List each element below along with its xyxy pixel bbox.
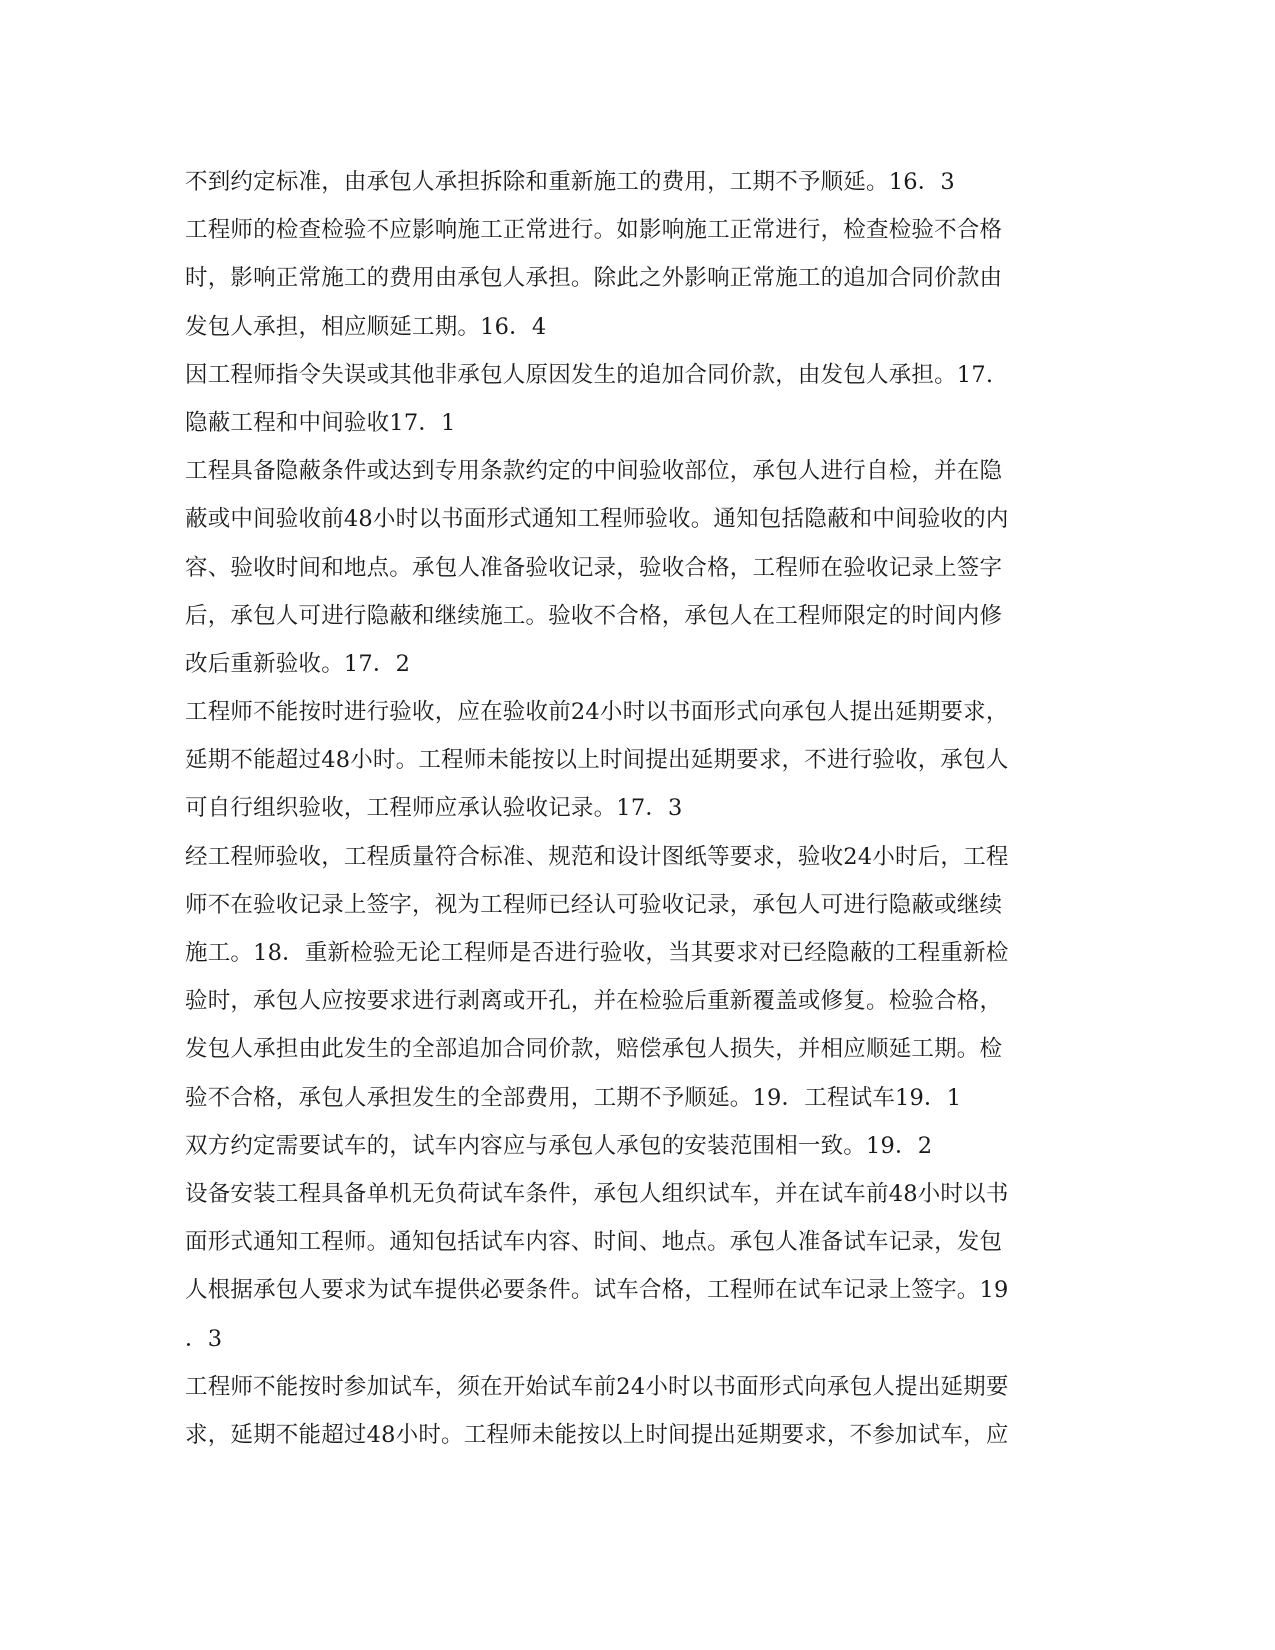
text-line: 发包人承担，相应顺延工期。16．4 xyxy=(185,313,547,340)
text-line: 面形式通知工程师。通知包括试车内容、时间、地点。承包人准备试车记录，发包 xyxy=(185,1229,1003,1256)
text-line: 验时，承包人应按要求进行剥离或开孔，并在检验后重新覆盖或修复。检验合格， xyxy=(185,988,1003,1015)
text-line: 不到约定标准，由承包人承担拆除和重新施工的费用，工期不予顺延。16．3 xyxy=(185,169,955,195)
text-line: 蔽或中间验收前48小时以书面形式通知工程师验收。通知包括隐蔽和中间验收的内 xyxy=(185,506,1009,533)
text-line: 隐蔽工程和中间验收17．1 xyxy=(185,409,456,436)
text-line: 求，延期不能超过48小时。工程师未能按以上时间提出延期要求，不参加试车，应 xyxy=(185,1421,1009,1448)
text-line: 时，影响正常施工的费用由承包人承担。除此之外影响正常施工的追加合同价款由 xyxy=(185,265,1003,292)
text-line: 师不在验收记录上签字，视为工程师已经认可验收记录，承包人可进行隐蔽或继续 xyxy=(185,891,1003,918)
text-line: 工程师不能按时参加试车，须在开始试车前24小时以书面形式向承包人提出延期要 xyxy=(185,1373,1009,1400)
text-line: 发包人承担由此发生的全部追加合同价款，赔偿承包人损失，并相应顺延工期。检 xyxy=(185,1036,1003,1063)
text-line: 容、验收时间和地点。承包人准备验收记录，验收合格，工程师在验收记录上签字 xyxy=(185,554,1003,581)
text-line: 人根据承包人要求为试车提供必要条件。试车合格，工程师在试车记录上签字。19 xyxy=(185,1277,1009,1304)
text-line: 验不合格，承包人承担发生的全部费用，工期不予顺延。19．工程试车19．1 xyxy=(185,1084,962,1111)
text-line: ．3 xyxy=(185,1325,223,1352)
text-line: 延期不能超过48小时。工程师未能按以上时间提出延期要求，不进行验收，承包人 xyxy=(185,747,1009,774)
text-line: 经工程师验收，工程质量符合标准、规范和设计图纸等要求，验收24小时后，工程 xyxy=(185,843,1009,870)
text-line: 施工。18．重新检验无论工程师是否进行验收，当其要求对已经隐蔽的工程重新检 xyxy=(185,940,1009,966)
text-line: 工程师的检查检验不应影响施工正常进行。如影响施工正常进行，检查检验不合格 xyxy=(185,217,1003,244)
text-line: 工程具备隐蔽条件或达到专用条款约定的中间验收部位，承包人进行自检，并在隐 xyxy=(185,458,1003,485)
text-line: 后，承包人可进行隐蔽和继续施工。验收不合格，承包人在工程师限定的时间内修 xyxy=(185,602,1003,629)
text-line: 因工程师指令失误或其他非承包人原因发生的追加合同价款，由发包人承担。17. xyxy=(185,361,994,388)
text-line: 工程师不能按时进行验收，应在验收前24小时以书面形式向承包人提出延期要求， xyxy=(185,699,1009,726)
text-line: 设备安装工程具备单机无负荷试车条件，承包人组织试车，并在试车前48小时以书 xyxy=(185,1180,1009,1207)
text-line: 改后重新验收。17．2 xyxy=(185,650,411,677)
text-line: 双方约定需要试车的，试车内容应与承包人承包的安装范围相一致。19．2 xyxy=(185,1132,933,1159)
document-body xyxy=(185,158,1085,1459)
text-line: 可自行组织验收，工程师应承认验收记录。17．3 xyxy=(185,795,683,822)
